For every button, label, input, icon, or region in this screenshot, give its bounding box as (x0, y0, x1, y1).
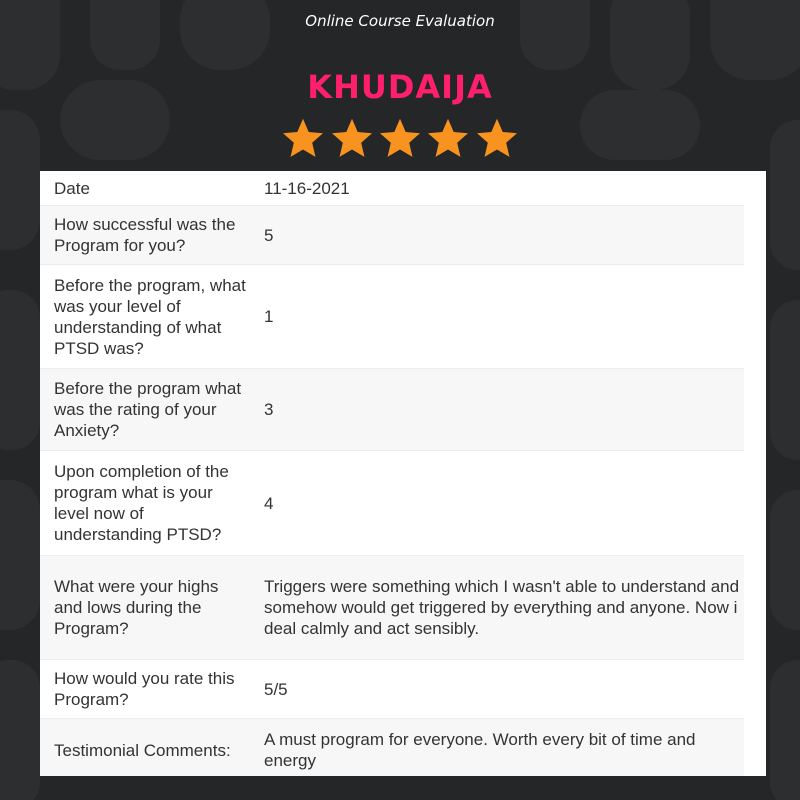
table-row (40, 265, 766, 369)
scrollbar[interactable] (744, 171, 766, 776)
star-icon (425, 116, 471, 160)
question-cell: Testimonial Comments: (54, 740, 231, 760)
answer-cell: 11-16-2021 (264, 178, 350, 198)
question-cell: How successful was the Program for you? (54, 215, 236, 255)
answer-cell: 5/5 (264, 679, 288, 699)
page-header-title: Online Course Evaluation (305, 12, 495, 30)
star-icon (329, 116, 375, 160)
question-cell: Before the program, what was your level of understanding of what PTSD was? (54, 275, 246, 358)
star-icon (474, 116, 520, 160)
question-cell: Date (54, 178, 90, 198)
question-cell: Upon completion of the program what is your level now of understanding PTSD? (54, 462, 229, 544)
table-row (40, 171, 766, 206)
question-cell: How would you rate this Program? (54, 669, 235, 709)
table-row (40, 660, 766, 719)
answer-cell: 4 (264, 493, 274, 513)
star-rating (0, 116, 800, 165)
star-icon (280, 116, 326, 160)
star-icon (377, 116, 423, 160)
question-cell: Before the program what was the rating of your Anxiety? (54, 379, 242, 440)
table-row (40, 556, 766, 660)
table-row (40, 719, 766, 776)
table-row (40, 206, 766, 265)
answer-cell: Triggers were something which I wasn't able to understand and somehow would get triggered by everything and anyone. Now i deal calmly and act sensibly. (264, 577, 740, 638)
answer-cell: 3 (264, 400, 274, 419)
table-row (40, 369, 766, 451)
evaluation-table (40, 171, 766, 776)
reviewer-name: KHUDAIJA (307, 68, 493, 106)
answer-cell: 1 (264, 307, 274, 326)
table-row (40, 451, 766, 556)
question-cell: What were your highs and lows during the Program? (54, 577, 219, 638)
answer-cell: A must program for everyone. Worth every bit of time and energy (264, 730, 696, 770)
answer-cell: 5 (264, 225, 274, 245)
